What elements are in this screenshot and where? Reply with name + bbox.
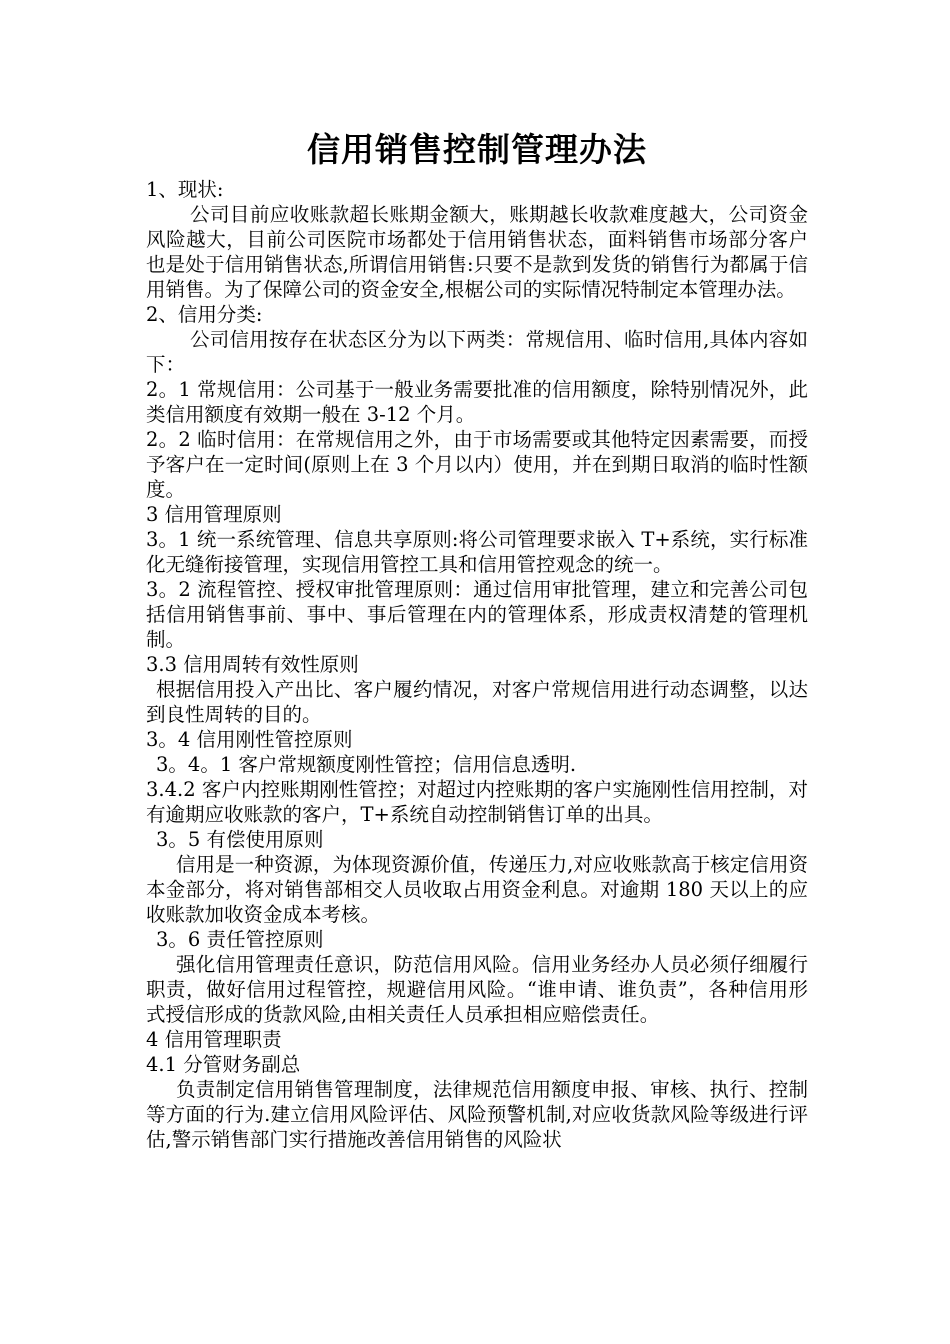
paragraph: 2。2 临时信用：在常规信用之外，由于市场需要或其他特定因素需要，而授予客户在一定时间(原则上在 3 个月以内）使用，并在到期日取消的临时性额度。 [146,428,808,501]
paragraph: 公司信用按存在状态区分为以下两类：常规信用、临时信用,具体内容如下： [146,328,808,376]
paragraph: 3。4 信用刚性管控原则 [146,728,353,751]
paragraph: 1、现状: [146,178,224,201]
paragraph: 2。1 常规信用：公司基于一般业务需要批准的信用额度，除特别情况外，此类信用额度有效期一般在 3-12 个月。 [146,378,808,426]
document-page [146,128,808,1152]
document-body [146,177,808,1152]
paragraph: 4 信用管理职责 [146,1028,282,1051]
document-title: 信用销售控制管理办法 [307,130,647,169]
paragraph: 3。5 有偿使用原则 [156,828,324,851]
paragraph: 3 信用管理原则 [146,503,282,526]
paragraph: 3。1 统一系统管理、信息共享原则:将公司管理要求嵌入 T+系统，实行标准化无缝衔接管理，实现信用管控工具和信用管控观念的统一。 [146,528,808,576]
paragraph: 3。4。1 客户常规额度刚性管控；信用信息透明. [156,753,577,776]
paragraph: 3。2 流程管控、授权审批管理原则：通过信用审批管理，建立和完善公司包括信用销售事前、事中、事后管理在内的管理体系，形成责权清楚的管理机制。 [146,578,808,651]
paragraph: 3。6 责任管控原则 [156,928,324,951]
paragraph: 根据信用投入产出比、客户履约情况，对客户常规信用进行动态调整，以达到良性周转的目的。 [146,678,808,726]
paragraph: 3.3 信用周转有效性原则 [146,653,359,676]
paragraph: 公司目前应收账款超长账期金额大，账期越长收款难度越大，公司资金风险越大，目前公司医院市场都处于信用销售状态，面料销售市场部分客户也是处于信用销售状态,所谓信用销售:只要不是款到发货的销售行为都属于信用销售。为了保障公司的资金安全,根椐公司的实际情况特制定本管理办法。 [146,203,808,301]
paragraph: 负责制定信用销售管理制度，法律规范信用额度申报、审核、执行、控制等方面的行为.建立信用风险评估、风险预警机制,对应收货款风险等级进行评估,警示销售部门实行措施改善信用销售的风险状 [146,1078,808,1151]
paragraph: 信用是一种资源，为体现资源价值，传递压力,对应收账款高于核定信用资本金部分，将对销售部相交人员收取占用资金利息。对逾期 180 天以上的应收账款加收资金成本考核。 [146,853,808,926]
paragraph: 3.4.2 客户内控账期刚性管控；对超过内控账期的客户实施刚性信用控制，对有逾期应收账款的客户，T+系统自动控制销售订单的出具。 [146,778,808,826]
paragraph: 4.1 分管财务副总 [146,1053,301,1076]
paragraph: 强化信用管理责任意识，防范信用风险。信用业务经办人员必须仔细履行职责，做好信用过程管控，规避信用风险。“谁申请、谁负责”，各种信用形式授信形成的货款风险,由相关责任人员承担相应赔偿责任。 [146,953,808,1026]
paragraph: 2、信用分类: [146,303,263,326]
